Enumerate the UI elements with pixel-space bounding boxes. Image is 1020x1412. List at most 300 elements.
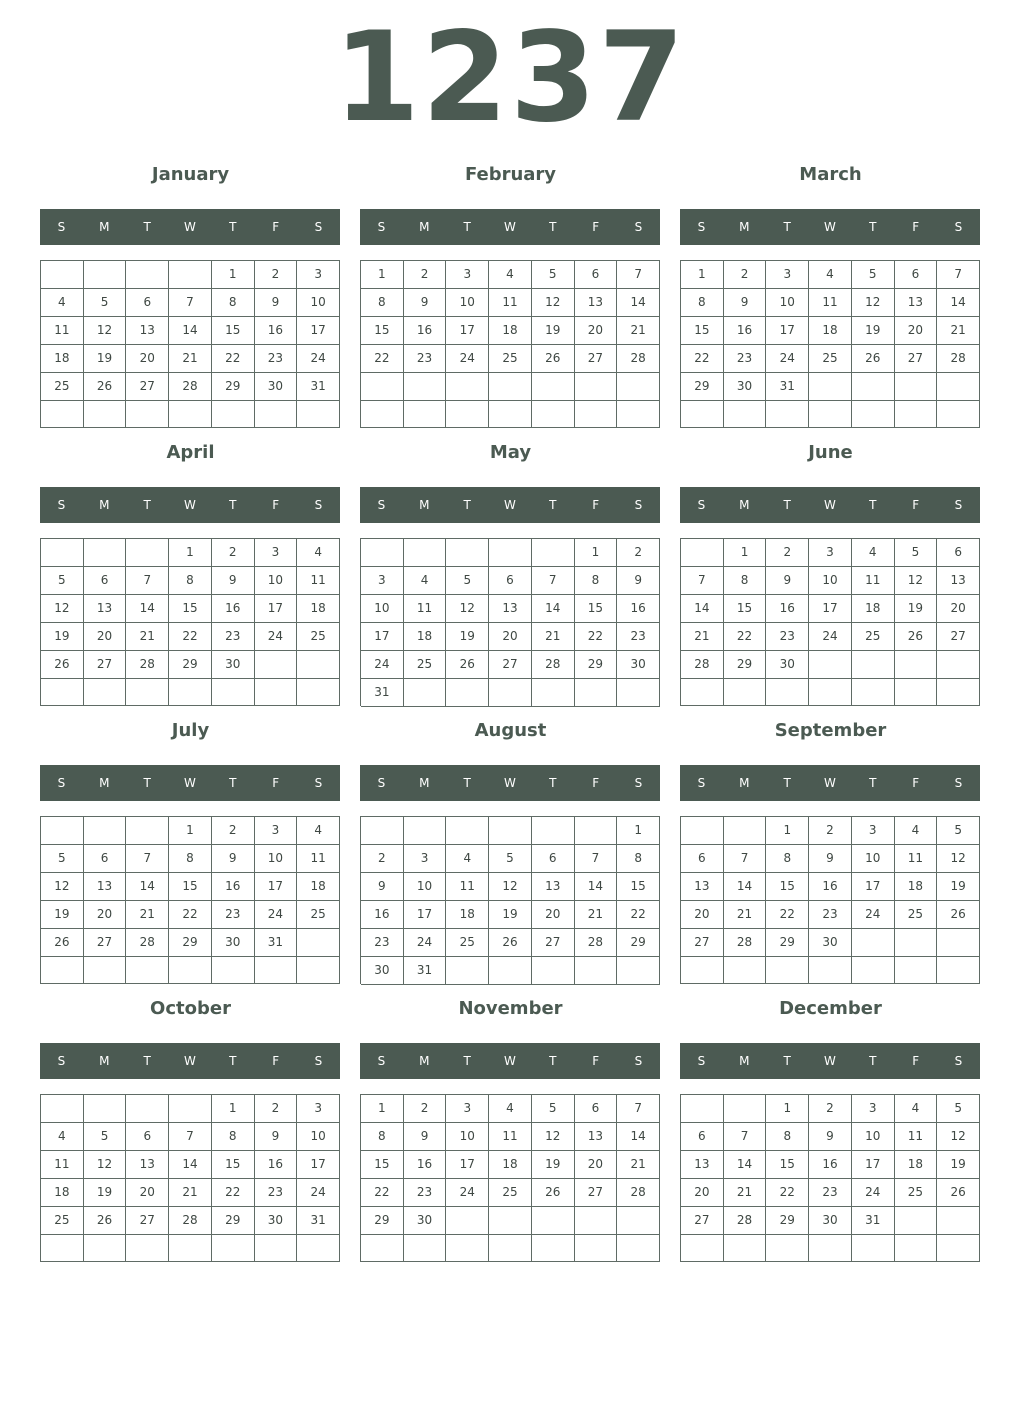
day-cell[interactable]: 26 (446, 651, 489, 679)
day-cell[interactable]: 9 (255, 289, 298, 317)
day-cell[interactable]: 3 (852, 817, 895, 845)
day-cell[interactable]: 24 (766, 345, 809, 373)
day-cell[interactable]: 25 (809, 345, 852, 373)
day-cell[interactable]: 25 (41, 1207, 84, 1235)
day-cell[interactable]: 5 (937, 1095, 980, 1123)
day-cell[interactable]: 26 (532, 1179, 575, 1207)
day-cell[interactable]: 9 (617, 567, 660, 595)
day-cell[interactable]: 24 (809, 623, 852, 651)
day-cell[interactable]: 15 (766, 1151, 809, 1179)
day-cell[interactable]: 23 (361, 929, 404, 957)
day-cell[interactable]: 30 (361, 957, 404, 985)
day-cell[interactable]: 30 (809, 1207, 852, 1235)
day-cell[interactable]: 6 (84, 567, 127, 595)
day-cell[interactable]: 6 (126, 1123, 169, 1151)
day-cell[interactable]: 12 (895, 567, 938, 595)
day-cell[interactable]: 3 (361, 567, 404, 595)
day-cell[interactable]: 4 (895, 817, 938, 845)
day-cell[interactable]: 3 (255, 817, 298, 845)
day-cell[interactable]: 21 (169, 345, 212, 373)
day-cell[interactable]: 15 (212, 317, 255, 345)
day-cell[interactable]: 17 (255, 595, 298, 623)
day-cell[interactable]: 22 (681, 345, 724, 373)
day-cell[interactable]: 6 (681, 1123, 724, 1151)
day-cell[interactable]: 20 (895, 317, 938, 345)
day-cell[interactable]: 8 (169, 567, 212, 595)
day-cell[interactable]: 22 (361, 1179, 404, 1207)
day-cell[interactable]: 28 (126, 929, 169, 957)
day-cell[interactable]: 8 (617, 845, 660, 873)
day-cell[interactable]: 12 (532, 1123, 575, 1151)
day-cell[interactable]: 15 (169, 873, 212, 901)
day-cell[interactable]: 15 (169, 595, 212, 623)
day-cell[interactable]: 19 (895, 595, 938, 623)
day-cell[interactable]: 19 (937, 873, 980, 901)
day-cell[interactable]: 22 (724, 623, 767, 651)
day-cell[interactable]: 18 (446, 901, 489, 929)
day-cell[interactable]: 21 (617, 1151, 660, 1179)
day-cell[interactable]: 6 (895, 261, 938, 289)
day-cell[interactable]: 19 (84, 1179, 127, 1207)
day-cell[interactable]: 28 (724, 929, 767, 957)
day-cell[interactable]: 23 (617, 623, 660, 651)
day-cell[interactable]: 22 (361, 345, 404, 373)
day-cell[interactable]: 7 (126, 567, 169, 595)
day-cell[interactable]: 9 (212, 567, 255, 595)
day-cell[interactable]: 12 (489, 873, 532, 901)
day-cell[interactable]: 26 (489, 929, 532, 957)
day-cell[interactable]: 14 (169, 317, 212, 345)
day-cell[interactable]: 1 (766, 817, 809, 845)
day-cell[interactable]: 10 (809, 567, 852, 595)
day-cell[interactable]: 10 (404, 873, 447, 901)
day-cell[interactable]: 26 (84, 1207, 127, 1235)
day-cell[interactable]: 29 (575, 651, 618, 679)
day-cell[interactable]: 21 (126, 623, 169, 651)
day-cell[interactable]: 11 (41, 1151, 84, 1179)
day-cell[interactable]: 17 (809, 595, 852, 623)
day-cell[interactable]: 20 (937, 595, 980, 623)
day-cell[interactable]: 2 (809, 1095, 852, 1123)
day-cell[interactable]: 22 (169, 623, 212, 651)
day-cell[interactable]: 3 (255, 539, 298, 567)
day-cell[interactable]: 19 (41, 901, 84, 929)
day-cell[interactable]: 30 (255, 373, 298, 401)
day-cell[interactable]: 4 (852, 539, 895, 567)
day-cell[interactable]: 13 (681, 1151, 724, 1179)
day-cell[interactable]: 2 (255, 261, 298, 289)
day-cell[interactable]: 7 (681, 567, 724, 595)
day-cell[interactable]: 9 (404, 289, 447, 317)
day-cell[interactable]: 17 (361, 623, 404, 651)
day-cell[interactable]: 24 (852, 901, 895, 929)
day-cell[interactable]: 13 (575, 1123, 618, 1151)
day-cell[interactable]: 6 (681, 845, 724, 873)
day-cell[interactable]: 1 (361, 1095, 404, 1123)
day-cell[interactable]: 31 (255, 929, 298, 957)
day-cell[interactable]: 30 (404, 1207, 447, 1235)
day-cell[interactable]: 18 (297, 873, 340, 901)
day-cell[interactable]: 26 (41, 929, 84, 957)
day-cell[interactable]: 27 (126, 373, 169, 401)
day-cell[interactable]: 5 (895, 539, 938, 567)
day-cell[interactable]: 18 (297, 595, 340, 623)
day-cell[interactable]: 31 (852, 1207, 895, 1235)
day-cell[interactable]: 20 (575, 1151, 618, 1179)
day-cell[interactable]: 8 (724, 567, 767, 595)
day-cell[interactable]: 6 (126, 289, 169, 317)
day-cell[interactable]: 15 (361, 317, 404, 345)
day-cell[interactable]: 22 (212, 1179, 255, 1207)
day-cell[interactable]: 3 (446, 261, 489, 289)
day-cell[interactable]: 2 (255, 1095, 298, 1123)
day-cell[interactable]: 18 (895, 1151, 938, 1179)
day-cell[interactable]: 10 (297, 1123, 340, 1151)
day-cell[interactable]: 7 (724, 845, 767, 873)
day-cell[interactable]: 24 (297, 345, 340, 373)
day-cell[interactable]: 22 (169, 901, 212, 929)
day-cell[interactable]: 25 (489, 1179, 532, 1207)
day-cell[interactable]: 17 (255, 873, 298, 901)
day-cell[interactable]: 29 (617, 929, 660, 957)
day-cell[interactable]: 18 (404, 623, 447, 651)
day-cell[interactable]: 29 (212, 1207, 255, 1235)
day-cell[interactable]: 23 (212, 623, 255, 651)
day-cell[interactable]: 22 (212, 345, 255, 373)
day-cell[interactable]: 2 (617, 539, 660, 567)
day-cell[interactable]: 31 (297, 1207, 340, 1235)
day-cell[interactable]: 9 (404, 1123, 447, 1151)
day-cell[interactable]: 8 (575, 567, 618, 595)
day-cell[interactable]: 9 (361, 873, 404, 901)
day-cell[interactable]: 20 (84, 623, 127, 651)
day-cell[interactable]: 17 (766, 317, 809, 345)
day-cell[interactable]: 1 (212, 261, 255, 289)
day-cell[interactable]: 15 (681, 317, 724, 345)
day-cell[interactable]: 13 (895, 289, 938, 317)
day-cell[interactable]: 11 (895, 1123, 938, 1151)
day-cell[interactable]: 20 (681, 1179, 724, 1207)
day-cell[interactable]: 21 (724, 1179, 767, 1207)
day-cell[interactable]: 11 (895, 845, 938, 873)
day-cell[interactable]: 10 (255, 567, 298, 595)
day-cell[interactable]: 25 (852, 623, 895, 651)
day-cell[interactable]: 1 (212, 1095, 255, 1123)
day-cell[interactable]: 16 (255, 1151, 298, 1179)
day-cell[interactable]: 7 (575, 845, 618, 873)
day-cell[interactable]: 15 (361, 1151, 404, 1179)
day-cell[interactable]: 11 (446, 873, 489, 901)
day-cell[interactable]: 3 (766, 261, 809, 289)
day-cell[interactable]: 1 (169, 539, 212, 567)
day-cell[interactable]: 10 (446, 1123, 489, 1151)
day-cell[interactable]: 15 (575, 595, 618, 623)
day-cell[interactable]: 8 (766, 845, 809, 873)
day-cell[interactable]: 25 (446, 929, 489, 957)
day-cell[interactable]: 11 (297, 845, 340, 873)
day-cell[interactable]: 3 (297, 1095, 340, 1123)
day-cell[interactable]: 27 (84, 651, 127, 679)
day-cell[interactable]: 14 (617, 1123, 660, 1151)
day-cell[interactable]: 5 (852, 261, 895, 289)
day-cell[interactable]: 2 (404, 1095, 447, 1123)
day-cell[interactable]: 7 (617, 261, 660, 289)
day-cell[interactable]: 29 (361, 1207, 404, 1235)
day-cell[interactable]: 26 (895, 623, 938, 651)
day-cell[interactable]: 29 (169, 651, 212, 679)
day-cell[interactable]: 2 (212, 539, 255, 567)
day-cell[interactable]: 22 (766, 1179, 809, 1207)
day-cell[interactable]: 24 (404, 929, 447, 957)
day-cell[interactable]: 11 (41, 317, 84, 345)
day-cell[interactable]: 16 (404, 317, 447, 345)
day-cell[interactable]: 27 (575, 345, 618, 373)
day-cell[interactable]: 27 (575, 1179, 618, 1207)
day-cell[interactable]: 16 (617, 595, 660, 623)
day-cell[interactable]: 9 (724, 289, 767, 317)
day-cell[interactable]: 16 (766, 595, 809, 623)
day-cell[interactable]: 24 (255, 623, 298, 651)
day-cell[interactable]: 17 (446, 1151, 489, 1179)
day-cell[interactable]: 5 (489, 845, 532, 873)
day-cell[interactable]: 28 (169, 1207, 212, 1235)
day-cell[interactable]: 10 (446, 289, 489, 317)
day-cell[interactable]: 30 (766, 651, 809, 679)
day-cell[interactable]: 20 (84, 901, 127, 929)
day-cell[interactable]: 25 (895, 1179, 938, 1207)
day-cell[interactable]: 10 (255, 845, 298, 873)
day-cell[interactable]: 26 (852, 345, 895, 373)
day-cell[interactable]: 10 (852, 1123, 895, 1151)
day-cell[interactable]: 19 (532, 1151, 575, 1179)
day-cell[interactable]: 23 (724, 345, 767, 373)
day-cell[interactable]: 14 (681, 595, 724, 623)
day-cell[interactable]: 24 (255, 901, 298, 929)
day-cell[interactable]: 21 (575, 901, 618, 929)
day-cell[interactable]: 17 (297, 317, 340, 345)
day-cell[interactable]: 26 (532, 345, 575, 373)
day-cell[interactable]: 8 (681, 289, 724, 317)
day-cell[interactable]: 7 (169, 289, 212, 317)
day-cell[interactable]: 19 (84, 345, 127, 373)
day-cell[interactable]: 22 (766, 901, 809, 929)
day-cell[interactable]: 11 (809, 289, 852, 317)
day-cell[interactable]: 28 (681, 651, 724, 679)
day-cell[interactable]: 18 (489, 317, 532, 345)
day-cell[interactable]: 28 (575, 929, 618, 957)
day-cell[interactable]: 19 (489, 901, 532, 929)
day-cell[interactable]: 14 (126, 873, 169, 901)
day-cell[interactable]: 16 (212, 873, 255, 901)
day-cell[interactable]: 3 (297, 261, 340, 289)
day-cell[interactable]: 6 (575, 1095, 618, 1123)
day-cell[interactable]: 16 (809, 1151, 852, 1179)
day-cell[interactable]: 25 (895, 901, 938, 929)
day-cell[interactable]: 3 (809, 539, 852, 567)
day-cell[interactable]: 25 (489, 345, 532, 373)
day-cell[interactable]: 4 (41, 289, 84, 317)
day-cell[interactable]: 8 (766, 1123, 809, 1151)
day-cell[interactable]: 27 (937, 623, 980, 651)
day-cell[interactable]: 21 (617, 317, 660, 345)
day-cell[interactable]: 25 (404, 651, 447, 679)
day-cell[interactable]: 8 (212, 289, 255, 317)
day-cell[interactable]: 11 (297, 567, 340, 595)
day-cell[interactable]: 1 (766, 1095, 809, 1123)
day-cell[interactable]: 25 (41, 373, 84, 401)
day-cell[interactable]: 4 (489, 1095, 532, 1123)
day-cell[interactable]: 4 (446, 845, 489, 873)
day-cell[interactable]: 13 (84, 595, 127, 623)
day-cell[interactable]: 9 (766, 567, 809, 595)
day-cell[interactable]: 2 (809, 817, 852, 845)
day-cell[interactable]: 21 (169, 1179, 212, 1207)
day-cell[interactable]: 5 (532, 1095, 575, 1123)
day-cell[interactable]: 13 (937, 567, 980, 595)
day-cell[interactable]: 13 (575, 289, 618, 317)
day-cell[interactable]: 1 (361, 261, 404, 289)
day-cell[interactable]: 24 (446, 1179, 489, 1207)
day-cell[interactable]: 13 (532, 873, 575, 901)
day-cell[interactable]: 2 (766, 539, 809, 567)
day-cell[interactable]: 19 (446, 623, 489, 651)
day-cell[interactable]: 4 (895, 1095, 938, 1123)
day-cell[interactable]: 14 (617, 289, 660, 317)
day-cell[interactable]: 4 (809, 261, 852, 289)
day-cell[interactable]: 19 (937, 1151, 980, 1179)
day-cell[interactable]: 18 (895, 873, 938, 901)
day-cell[interactable]: 14 (575, 873, 618, 901)
day-cell[interactable]: 13 (489, 595, 532, 623)
day-cell[interactable]: 20 (681, 901, 724, 929)
day-cell[interactable]: 29 (212, 373, 255, 401)
day-cell[interactable]: 20 (532, 901, 575, 929)
day-cell[interactable]: 4 (297, 817, 340, 845)
day-cell[interactable]: 19 (852, 317, 895, 345)
day-cell[interactable]: 28 (617, 1179, 660, 1207)
day-cell[interactable]: 12 (84, 317, 127, 345)
day-cell[interactable]: 11 (489, 1123, 532, 1151)
day-cell[interactable]: 28 (532, 651, 575, 679)
day-cell[interactable]: 1 (617, 817, 660, 845)
day-cell[interactable]: 2 (404, 261, 447, 289)
day-cell[interactable]: 23 (809, 901, 852, 929)
day-cell[interactable]: 27 (126, 1207, 169, 1235)
day-cell[interactable]: 11 (489, 289, 532, 317)
day-cell[interactable]: 24 (446, 345, 489, 373)
day-cell[interactable]: 28 (126, 651, 169, 679)
day-cell[interactable]: 12 (532, 289, 575, 317)
day-cell[interactable]: 26 (41, 651, 84, 679)
day-cell[interactable]: 11 (404, 595, 447, 623)
day-cell[interactable]: 4 (489, 261, 532, 289)
day-cell[interactable]: 2 (361, 845, 404, 873)
day-cell[interactable]: 27 (681, 1207, 724, 1235)
day-cell[interactable]: 10 (852, 845, 895, 873)
day-cell[interactable]: 9 (212, 845, 255, 873)
day-cell[interactable]: 14 (532, 595, 575, 623)
day-cell[interactable]: 5 (41, 845, 84, 873)
day-cell[interactable]: 12 (84, 1151, 127, 1179)
day-cell[interactable]: 12 (852, 289, 895, 317)
day-cell[interactable]: 24 (297, 1179, 340, 1207)
day-cell[interactable]: 23 (404, 345, 447, 373)
day-cell[interactable]: 25 (297, 901, 340, 929)
day-cell[interactable]: 22 (617, 901, 660, 929)
day-cell[interactable]: 9 (809, 1123, 852, 1151)
day-cell[interactable]: 5 (84, 289, 127, 317)
day-cell[interactable]: 10 (297, 289, 340, 317)
day-cell[interactable]: 27 (532, 929, 575, 957)
day-cell[interactable]: 23 (212, 901, 255, 929)
day-cell[interactable]: 21 (681, 623, 724, 651)
day-cell[interactable]: 8 (361, 289, 404, 317)
day-cell[interactable]: 18 (41, 345, 84, 373)
day-cell[interactable]: 24 (852, 1179, 895, 1207)
day-cell[interactable]: 9 (255, 1123, 298, 1151)
day-cell[interactable]: 16 (724, 317, 767, 345)
day-cell[interactable]: 3 (852, 1095, 895, 1123)
day-cell[interactable]: 7 (724, 1123, 767, 1151)
day-cell[interactable]: 27 (489, 651, 532, 679)
day-cell[interactable]: 23 (809, 1179, 852, 1207)
day-cell[interactable]: 23 (404, 1179, 447, 1207)
day-cell[interactable]: 30 (212, 651, 255, 679)
day-cell[interactable]: 8 (212, 1123, 255, 1151)
day-cell[interactable]: 27 (84, 929, 127, 957)
day-cell[interactable]: 5 (41, 567, 84, 595)
day-cell[interactable]: 21 (937, 317, 980, 345)
day-cell[interactable]: 29 (766, 1207, 809, 1235)
day-cell[interactable]: 14 (724, 1151, 767, 1179)
day-cell[interactable]: 20 (126, 345, 169, 373)
day-cell[interactable]: 5 (532, 261, 575, 289)
day-cell[interactable]: 7 (126, 845, 169, 873)
day-cell[interactable]: 21 (532, 623, 575, 651)
day-cell[interactable]: 29 (169, 929, 212, 957)
day-cell[interactable]: 6 (532, 845, 575, 873)
day-cell[interactable]: 1 (681, 261, 724, 289)
day-cell[interactable]: 26 (937, 1179, 980, 1207)
day-cell[interactable]: 20 (575, 317, 618, 345)
day-cell[interactable]: 13 (126, 317, 169, 345)
day-cell[interactable]: 8 (361, 1123, 404, 1151)
day-cell[interactable]: 18 (489, 1151, 532, 1179)
day-cell[interactable]: 28 (937, 345, 980, 373)
day-cell[interactable]: 30 (809, 929, 852, 957)
day-cell[interactable]: 3 (404, 845, 447, 873)
day-cell[interactable]: 25 (297, 623, 340, 651)
day-cell[interactable]: 6 (489, 567, 532, 595)
day-cell[interactable]: 8 (169, 845, 212, 873)
day-cell[interactable]: 2 (212, 817, 255, 845)
day-cell[interactable]: 16 (404, 1151, 447, 1179)
day-cell[interactable]: 22 (575, 623, 618, 651)
day-cell[interactable]: 30 (212, 929, 255, 957)
day-cell[interactable]: 13 (84, 873, 127, 901)
day-cell[interactable]: 14 (937, 289, 980, 317)
day-cell[interactable]: 16 (255, 317, 298, 345)
day-cell[interactable]: 12 (41, 595, 84, 623)
day-cell[interactable]: 10 (766, 289, 809, 317)
day-cell[interactable]: 17 (852, 1151, 895, 1179)
day-cell[interactable]: 26 (937, 901, 980, 929)
day-cell[interactable]: 30 (255, 1207, 298, 1235)
day-cell[interactable]: 27 (895, 345, 938, 373)
day-cell[interactable]: 1 (724, 539, 767, 567)
day-cell[interactable]: 19 (532, 317, 575, 345)
day-cell[interactable]: 23 (766, 623, 809, 651)
